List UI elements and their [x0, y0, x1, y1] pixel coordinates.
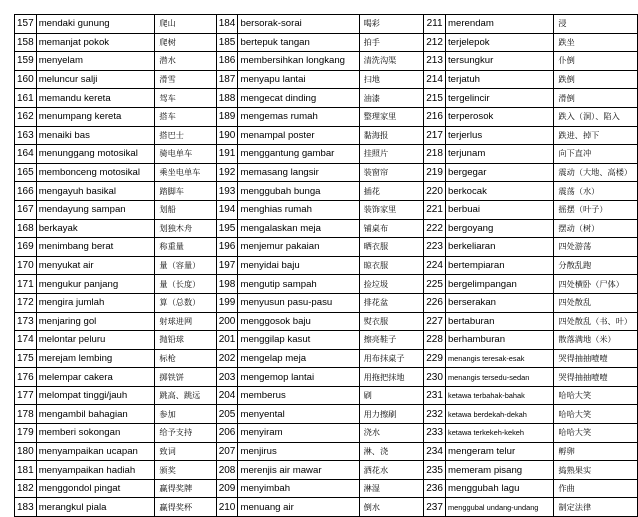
- chinese-translation: 震荡（水）: [554, 182, 638, 201]
- entry-number: 196: [216, 238, 238, 257]
- malay-phrase: berkocak: [446, 182, 554, 201]
- table-row: [15, 479, 638, 498]
- malay-phrase: bergoyang: [446, 219, 554, 238]
- malay-phrase: membersihkan longkang: [238, 52, 359, 71]
- malay-phrase: menyusun pasu-pasu: [238, 293, 359, 312]
- entry-number: 182: [15, 479, 37, 498]
- malay-phrase: mengutip sampah: [238, 275, 359, 294]
- entry-number: 226: [424, 293, 446, 312]
- entry-number: 217: [424, 126, 446, 145]
- entry-number: 236: [424, 479, 446, 498]
- malay-phrase: merejam lembing: [36, 349, 155, 368]
- entry-number: 231: [424, 386, 446, 405]
- chinese-translation: 跌坐: [554, 33, 638, 52]
- malay-phrase: memberi sokongan: [36, 424, 155, 443]
- chinese-translation: 爬树: [155, 33, 216, 52]
- chinese-translation: 刷: [359, 386, 424, 405]
- entry-number: 230: [424, 368, 446, 387]
- chinese-translation: 算（总数）: [155, 293, 216, 312]
- malay-phrase: ketawa terkekeh-kekeh: [446, 424, 554, 443]
- entry-number: 177: [15, 386, 37, 405]
- chinese-translation: 赢得奖牌: [155, 479, 216, 498]
- vocabulary-table: [14, 14, 638, 517]
- malay-phrase: menjaring gol: [36, 312, 155, 331]
- chinese-translation: 哈哈大笑: [554, 386, 638, 405]
- entry-number: 191: [216, 145, 238, 164]
- entry-number: 228: [424, 331, 446, 350]
- entry-number: 184: [216, 15, 238, 34]
- malay-phrase: menggubah lagu: [446, 479, 554, 498]
- chinese-translation: 清洗沟渠: [359, 52, 424, 71]
- chinese-translation: 擦亮鞋子: [359, 331, 424, 350]
- chinese-translation: 淋湿: [359, 479, 424, 498]
- chinese-translation: 量（容量）: [155, 256, 216, 275]
- entry-number: 213: [424, 52, 446, 71]
- table-row: [15, 349, 638, 368]
- entry-number: 180: [15, 442, 37, 461]
- entry-number: 212: [424, 33, 446, 52]
- malay-phrase: menjirus: [238, 442, 359, 461]
- table-row: [15, 442, 638, 461]
- entry-number: 211: [424, 15, 446, 34]
- entry-number: 173: [15, 312, 37, 331]
- malay-phrase: mengayuh basikal: [36, 182, 155, 201]
- chinese-translation: 用拖把抹地: [359, 368, 424, 387]
- chinese-translation: 喝彩: [359, 15, 424, 34]
- chinese-translation: 淋、浇: [359, 442, 424, 461]
- entry-number: 215: [424, 89, 446, 108]
- chinese-translation: 哭得抽抽噎噎: [554, 349, 638, 368]
- entry-number: 188: [216, 89, 238, 108]
- entry-number: 225: [424, 275, 446, 294]
- malay-phrase: memeram pisang: [446, 461, 554, 480]
- table-row: [15, 368, 638, 387]
- malay-phrase: berkeliaran: [446, 238, 554, 257]
- entry-number: 171: [15, 275, 37, 294]
- malay-phrase: mengukur panjang: [36, 275, 155, 294]
- entry-number: 181: [15, 461, 37, 480]
- entry-number: 214: [424, 70, 446, 89]
- malay-phrase: menyelam: [36, 52, 155, 71]
- malay-phrase: mengelap meja: [238, 349, 359, 368]
- table-row: [15, 405, 638, 424]
- malay-phrase: menyukat air: [36, 256, 155, 275]
- entry-number: 175: [15, 349, 37, 368]
- malay-phrase: menumpang kereta: [36, 107, 155, 126]
- malay-phrase: tersungkur: [446, 52, 554, 71]
- chinese-translation: 仆倒: [554, 52, 638, 71]
- table-row: [15, 331, 638, 350]
- chinese-translation: 射球进网: [155, 312, 216, 331]
- chinese-translation: 滑雪: [155, 70, 216, 89]
- chinese-translation: 跌倒: [554, 70, 638, 89]
- entry-number: 193: [216, 182, 238, 201]
- table-row: [15, 15, 638, 34]
- table-row: [15, 107, 638, 126]
- entry-number: 176: [15, 368, 37, 387]
- chinese-translation: 四处散乱（书、叶）: [554, 312, 638, 331]
- entry-number: 207: [216, 442, 238, 461]
- malay-phrase: menyapu lantai: [238, 70, 359, 89]
- malay-phrase: mengambil bahagian: [36, 405, 155, 424]
- chinese-translation: 颁奖: [155, 461, 216, 480]
- chinese-translation: 爬山: [155, 15, 216, 34]
- entry-number: 162: [15, 107, 37, 126]
- malay-phrase: terjelepok: [446, 33, 554, 52]
- chinese-translation: 排花盆: [359, 293, 424, 312]
- malay-phrase: menyimbah: [238, 479, 359, 498]
- malay-phrase: bersorak-sorai: [238, 15, 359, 34]
- entry-number: 200: [216, 312, 238, 331]
- table-row: [15, 498, 638, 517]
- chinese-translation: 制定法律: [554, 498, 638, 517]
- malay-phrase: menyidai baju: [238, 256, 359, 275]
- chinese-translation: 铺桌布: [359, 219, 424, 238]
- malay-phrase: menampal poster: [238, 126, 359, 145]
- malay-phrase: menjemur pakaian: [238, 238, 359, 257]
- chinese-translation: 四处散乱: [554, 293, 638, 312]
- chinese-translation: 装饰家里: [359, 200, 424, 219]
- chinese-translation: 插花: [359, 182, 424, 201]
- chinese-translation: 黏海报: [359, 126, 424, 145]
- chinese-translation: 扫地: [359, 70, 424, 89]
- entry-number: 164: [15, 145, 37, 164]
- chinese-translation: 浇水: [359, 424, 424, 443]
- table-row: [15, 52, 638, 71]
- chinese-translation: 参加: [155, 405, 216, 424]
- chinese-translation: 给予支持: [155, 424, 216, 443]
- chinese-translation: 整理家里: [359, 107, 424, 126]
- entry-number: 158: [15, 33, 37, 52]
- chinese-translation: 晒衣服: [359, 238, 424, 257]
- chinese-translation: 跌入（洞）、陷入: [554, 107, 638, 126]
- chinese-translation: 摆动（树）: [554, 219, 638, 238]
- chinese-translation: 震动（大地、高楼）: [554, 163, 638, 182]
- entry-number: 233: [424, 424, 446, 443]
- chinese-translation: 哈哈大笑: [554, 405, 638, 424]
- malay-phrase: membonceng motosikal: [36, 163, 155, 182]
- entry-number: 157: [15, 15, 37, 34]
- chinese-translation: 向下直冲: [554, 145, 638, 164]
- chinese-translation: 摇摆（叶子）: [554, 200, 638, 219]
- entry-number: 168: [15, 219, 37, 238]
- malay-phrase: bertepuk tangan: [238, 33, 359, 52]
- chinese-translation: 用布抹桌子: [359, 349, 424, 368]
- table-row: [15, 33, 638, 52]
- entry-number: 172: [15, 293, 37, 312]
- entry-number: 192: [216, 163, 238, 182]
- chinese-translation: 作曲: [554, 479, 638, 498]
- entry-number: 202: [216, 349, 238, 368]
- chinese-translation: 跳高、跳远: [155, 386, 216, 405]
- malay-phrase: bergelimpangan: [446, 275, 554, 294]
- chinese-translation: 四处横卧（尸体）: [554, 275, 638, 294]
- chinese-translation: 哭得抽抽噎噎: [554, 368, 638, 387]
- entry-number: 221: [424, 200, 446, 219]
- malay-phrase: menangis tersedu-sedan: [446, 368, 554, 387]
- entry-number: 190: [216, 126, 238, 145]
- chinese-translation: 搭车: [155, 107, 216, 126]
- chinese-translation: 拍手: [359, 33, 424, 52]
- table-row: [15, 312, 638, 331]
- chinese-translation: 标枪: [155, 349, 216, 368]
- entry-number: 160: [15, 70, 37, 89]
- chinese-translation: 乘坐电单车: [155, 163, 216, 182]
- chinese-translation: 分散乱跑: [554, 256, 638, 275]
- entry-number: 206: [216, 424, 238, 443]
- entry-number: 209: [216, 479, 238, 498]
- entry-number: 203: [216, 368, 238, 387]
- malay-phrase: merangkul piala: [36, 498, 155, 517]
- entry-number: 205: [216, 405, 238, 424]
- chinese-translation: 掷铁饼: [155, 368, 216, 387]
- table-row: [15, 163, 638, 182]
- entry-number: 223: [424, 238, 446, 257]
- entry-number: 220: [424, 182, 446, 201]
- entry-number: 219: [424, 163, 446, 182]
- malay-phrase: terjunam: [446, 145, 554, 164]
- malay-phrase: menuang air: [238, 498, 359, 517]
- entry-number: 234: [424, 442, 446, 461]
- entry-number: 170: [15, 256, 37, 275]
- chinese-translation: 捣熟果实: [554, 461, 638, 480]
- malay-phrase: tergelincir: [446, 89, 554, 108]
- table-row: [15, 275, 638, 294]
- malay-phrase: meluncur salji: [36, 70, 155, 89]
- malay-phrase: mendaki gunung: [36, 15, 155, 34]
- chinese-translation: 浸: [554, 15, 638, 34]
- table-row: [15, 70, 638, 89]
- entry-number: 159: [15, 52, 37, 71]
- entry-number: 208: [216, 461, 238, 480]
- entry-number: 216: [424, 107, 446, 126]
- malay-phrase: berbuai: [446, 200, 554, 219]
- table-row: [15, 182, 638, 201]
- table-row: [15, 256, 638, 275]
- malay-phrase: berhamburan: [446, 331, 554, 350]
- malay-phrase: menghias rumah: [238, 200, 359, 219]
- chinese-translation: 散落满地（米）: [554, 331, 638, 350]
- table-row: [15, 126, 638, 145]
- chinese-translation: 洒花水: [359, 461, 424, 480]
- chinese-translation: 四处游荡: [554, 238, 638, 257]
- malay-phrase: menyental: [238, 405, 359, 424]
- entry-number: 186: [216, 52, 238, 71]
- chinese-translation: 油漆: [359, 89, 424, 108]
- entry-number: 235: [424, 461, 446, 480]
- malay-phrase: melompat tinggi/jauh: [36, 386, 155, 405]
- table-row: [15, 461, 638, 480]
- entry-number: 179: [15, 424, 37, 443]
- malay-phrase: menyiram: [238, 424, 359, 443]
- entry-number: 187: [216, 70, 238, 89]
- malay-phrase: ketawa terbahak-bahak: [446, 386, 554, 405]
- malay-phrase: melontar peluru: [36, 331, 155, 350]
- malay-phrase: menunggang motosikal: [36, 145, 155, 164]
- chinese-translation: 跌进、掉下: [554, 126, 638, 145]
- entry-number: 166: [15, 182, 37, 201]
- table-row: [15, 89, 638, 108]
- chinese-translation: 晾衣服: [359, 256, 424, 275]
- malay-phrase: menaiki bas: [36, 126, 155, 145]
- malay-phrase: merendam: [446, 15, 554, 34]
- malay-phrase: bertaburan: [446, 312, 554, 331]
- table-row: [15, 238, 638, 257]
- chinese-translation: 驾车: [155, 89, 216, 108]
- table-row: [15, 386, 638, 405]
- chinese-translation: 滑倒: [554, 89, 638, 108]
- chinese-translation: 称重量: [155, 238, 216, 257]
- entry-number: 163: [15, 126, 37, 145]
- entry-number: 237: [424, 498, 446, 517]
- entry-number: 183: [15, 498, 37, 517]
- malay-phrase: memandu kereta: [36, 89, 155, 108]
- table-row: [15, 293, 638, 312]
- table-row: [15, 424, 638, 443]
- malay-phrase: memasang langsir: [238, 163, 359, 182]
- malay-phrase: mendayung sampan: [36, 200, 155, 219]
- malay-phrase: mengira jumlah: [36, 293, 155, 312]
- malay-phrase: menyampaikan ucapan: [36, 442, 155, 461]
- malay-phrase: ketawa berdekah-dekah: [446, 405, 554, 424]
- chinese-translation: 潜水: [155, 52, 216, 71]
- chinese-translation: 挂照片: [359, 145, 424, 164]
- malay-phrase: menggosok baju: [238, 312, 359, 331]
- malay-phrase: bertempiaran: [446, 256, 554, 275]
- chinese-translation: 倒水: [359, 498, 424, 517]
- entry-number: 232: [424, 405, 446, 424]
- entry-number: 229: [424, 349, 446, 368]
- entry-number: 224: [424, 256, 446, 275]
- table-row: [15, 200, 638, 219]
- malay-phrase: menimbang berat: [36, 238, 155, 257]
- chinese-translation: 骑电单车: [155, 145, 216, 164]
- entry-number: 222: [424, 219, 446, 238]
- malay-phrase: menggubal undang-undang: [446, 498, 554, 517]
- table-row: [15, 145, 638, 164]
- malay-phrase: memberus: [238, 386, 359, 405]
- malay-phrase: merenjis air mawar: [238, 461, 359, 480]
- malay-phrase: mengemas rumah: [238, 107, 359, 126]
- entry-number: 165: [15, 163, 37, 182]
- entry-number: 227: [424, 312, 446, 331]
- chinese-translation: 捡垃圾: [359, 275, 424, 294]
- malay-phrase: menggilap kasut: [238, 331, 359, 350]
- malay-phrase: menggantung gambar: [238, 145, 359, 164]
- table-body: [15, 15, 638, 517]
- malay-phrase: mengecat dinding: [238, 89, 359, 108]
- malay-phrase: mengeram telur: [446, 442, 554, 461]
- malay-phrase: terperosok: [446, 107, 554, 126]
- entry-number: 194: [216, 200, 238, 219]
- entry-number: 197: [216, 256, 238, 275]
- malay-phrase: menggondol pingat: [36, 479, 155, 498]
- chinese-translation: 划船: [155, 200, 216, 219]
- chinese-translation: 用力擦刷: [359, 405, 424, 424]
- chinese-translation: 踏脚车: [155, 182, 216, 201]
- chinese-translation: 致词: [155, 442, 216, 461]
- entry-number: 201: [216, 331, 238, 350]
- table-row: [15, 219, 638, 238]
- malay-phrase: menggubah bunga: [238, 182, 359, 201]
- malay-phrase: menangis teresak-esak: [446, 349, 554, 368]
- entry-number: 210: [216, 498, 238, 517]
- chinese-translation: 划独木舟: [155, 219, 216, 238]
- malay-phrase: mengalaskan meja: [238, 219, 359, 238]
- chinese-translation: 哈哈大笑: [554, 424, 638, 443]
- malay-phrase: menyampaikan hadiah: [36, 461, 155, 480]
- entry-number: 198: [216, 275, 238, 294]
- chinese-translation: 抛铅球: [155, 331, 216, 350]
- entry-number: 189: [216, 107, 238, 126]
- entry-number: 185: [216, 33, 238, 52]
- entry-number: 174: [15, 331, 37, 350]
- entry-number: 195: [216, 219, 238, 238]
- entry-number: 204: [216, 386, 238, 405]
- malay-phrase: mengemop lantai: [238, 368, 359, 387]
- chinese-translation: 熨衣服: [359, 312, 424, 331]
- malay-phrase: melempar cakera: [36, 368, 155, 387]
- entry-number: 178: [15, 405, 37, 424]
- entry-number: 167: [15, 200, 37, 219]
- malay-phrase: memanjat pokok: [36, 33, 155, 52]
- malay-phrase: terjatuh: [446, 70, 554, 89]
- malay-phrase: terjerlus: [446, 126, 554, 145]
- chinese-translation: 量（长度）: [155, 275, 216, 294]
- entry-number: 161: [15, 89, 37, 108]
- chinese-translation: 孵卵: [554, 442, 638, 461]
- chinese-translation: 搭巴士: [155, 126, 216, 145]
- chinese-translation: 赢得奖杯: [155, 498, 216, 517]
- malay-phrase: berserakan: [446, 293, 554, 312]
- malay-phrase: berkayak: [36, 219, 155, 238]
- entry-number: 199: [216, 293, 238, 312]
- entry-number: 169: [15, 238, 37, 257]
- entry-number: 218: [424, 145, 446, 164]
- malay-phrase: bergegar: [446, 163, 554, 182]
- chinese-translation: 装窗帘: [359, 163, 424, 182]
